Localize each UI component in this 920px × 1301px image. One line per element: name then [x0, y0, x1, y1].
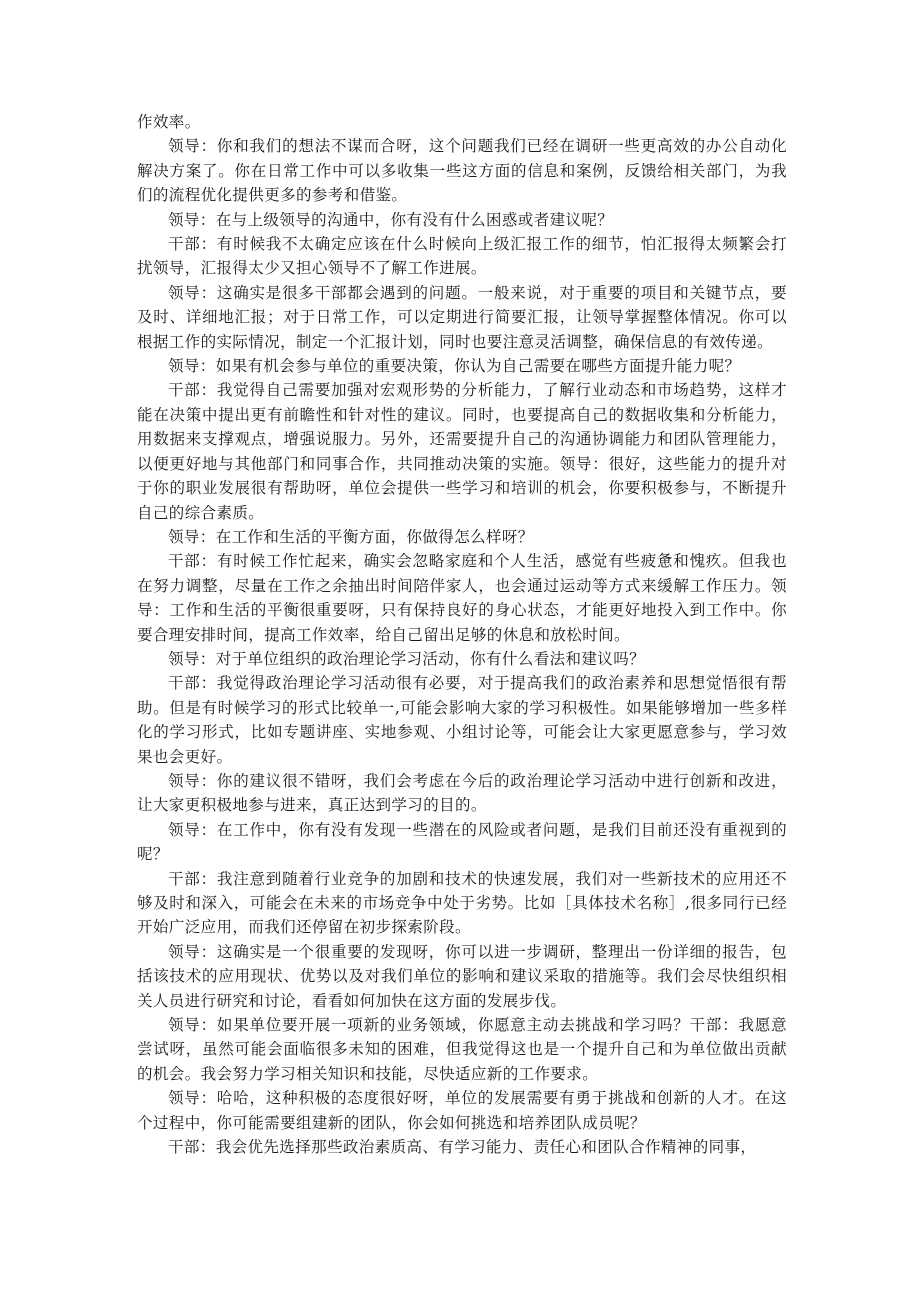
paragraph-cadre: 干部：我注意到随着行业竞争的加剧和技术的快速发展，我们对一些新技术的应用还不够及时和深入，可能会在未来的市场竞争中处于劣势。比如［具体技术名称］,很多同行已经开始广泛应用，而我们还停留在初步探索阶段。 [137, 869, 787, 937]
paragraph-leader: 领导：在工作和生活的平衡方面，你做得怎么样呀？ [168, 527, 534, 546]
paragraph-leader: 领导：如果单位要开展一项新的业务领域，你愿意主动去挑战和学习吗？干部：我愿意尝试呀，虽然可能会面临很多未知的困难，但我觉得这也是一个提升自己和为单位做出贡献的机会。我会努力学习相关知识和技能，尽快适应新的工作要求。 [137, 1016, 787, 1083]
paragraph-cadre: 干部：我觉得政治理论学习活动很有必要，对于提高我们的政治素养和思想觉悟很有帮助。但是有时候学习的形式比较单一,可能会影响大家的学习积极性。如果能够增加一些多样化的学习形式，比如专题讲座、实地参观、小组讨论等，可能会让大家更愿意参与，学习效果也会更好。 [137, 674, 787, 766]
paragraph-cadre: 干部：有时候工作忙起来，确实会忽略家庭和个人生活，感觉有些疲惫和愧疚。但我也在努力调整，尽量在工作之余抽出时间陪伴家人，也会通过运动等方式来缓解工作压力。领导：工作和生活的平衡很重要呀，只有保持良好的身心状态，才能更好地投入到工作中。你要合理安排时间，提高工作效率，给自己留出足够的休息和放松时间。 [137, 552, 787, 644]
paragraph-leader: 领导：你的建议很不错呀，我们会考虑在今后的政治理论学习活动中进行创新和改进，让大家更积极地参与进来，真正达到学习的目的。 [137, 771, 787, 815]
paragraph-cadre: 干部：有时候我不太确定应该在什么时候向上级汇报工作的细节，怕汇报得太频繁会打扰领导，汇报得太少又担心领导不了解工作进展。 [137, 235, 787, 278]
paragraph-leader: 领导：这确实是很多干部都会遇到的问题。一般来说，对于重要的项目和关键节点，要及时、详细地汇报；对于日常工作，可以定期进行简要汇报，让领导掌握整体情况。你可以根据工作的实际情况，制定一个汇报计划，同时也要注意灵活调整，确保信息的有效传递。 [137, 283, 787, 351]
paragraph-leader: 领导：在与上级领导的沟通中，你有没有什么困惑或者建议呢？ [168, 210, 614, 229]
paragraph-continuation: 作效率。 [137, 113, 201, 131]
paragraph-leader: 领导：如果有机会参与单位的重要决策，你认为自己需要在哪些方面提升能力呢？ [168, 357, 741, 376]
document-page [137, 110, 787, 1159]
paragraph-cadre: 干部：我觉得自己需要加强对宏观形势的分析能力，了解行业动态和市场趋势，这样才能在决策中提出更有前瞻性和针对性的建议。同时，也要提高自己的数据收集和分析能力，用数据来支撑观点，增强说服力。另外，还需要提升自己的沟通协调能力和团队管理能力，以便更好地与其他部门和同事合作，共同推动决策的实施。领导：很好，这些能力的提升对于你的职业发展很有帮助呀，单位会提供一些学习和培训的机会，你要积极参与，不断提升自己的综合素质。 [137, 381, 787, 522]
paragraph-leader: 领导：在工作中，你有没有发现一些潜在的风险或者问题，是我们目前还没有重视到的呢？ [137, 820, 787, 864]
paragraph-leader: 领导：这确实是一个很重要的发现呀，你可以进一步调研，整理出一份详细的报告，包括该技术的应用现状、优势以及对我们单位的影响和建议采取的措施等。我们会尽快组织相关人员进行研究和讨论，看看如何加快在这方面的发展步伐。 [137, 942, 787, 1010]
paragraph-leader: 领导：你和我们的想法不谋而合呀，这个问题我们已经在调研一些更高效的办公自动化解决方案了。你在日常工作中可以多收集一些这方面的信息和案例，反馈给相关部门，为我们的流程优化提供更多的参考和借鉴。 [137, 137, 787, 205]
paragraph-leader: 领导：哈哈，这种积极的态度很好呀，单位的发展需要有勇于挑战和创新的人才。在这个过程中，你可能需要组建新的团队，你会如何挑选和培养团队成员呢？ [137, 1089, 787, 1132]
paragraph-leader: 领导：对于单位组织的政治理论学习活动，你有什么看法和建议吗？ [168, 649, 646, 668]
paragraph-cadre: 干部：我会优先选择那些政治素质高、有学习能力、责任心和团队合作精神的同事， [168, 1138, 757, 1157]
